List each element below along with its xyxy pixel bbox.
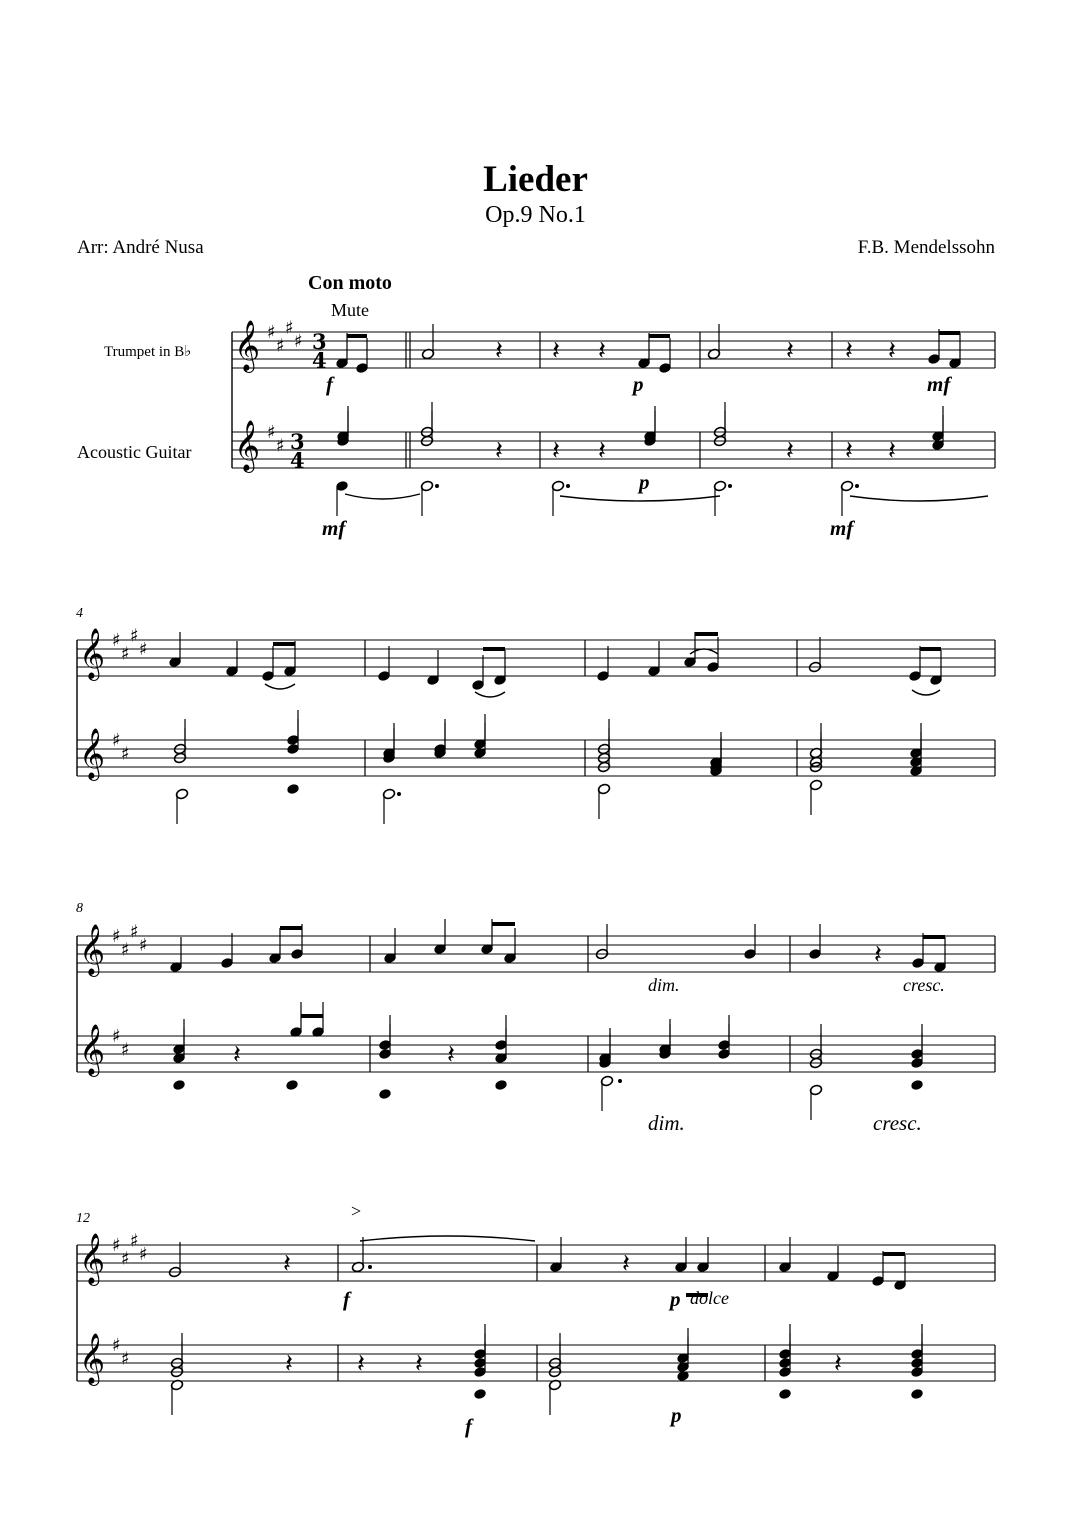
treble-clef: 𝄞 [79, 1233, 106, 1284]
augmentation-dot [397, 792, 401, 796]
quarter-rest: 𝄽 [415, 1349, 423, 1379]
augmentation-dot [618, 1079, 622, 1083]
quarter-rest: 𝄽 [845, 336, 853, 366]
dynamic-marking: mf [322, 516, 346, 540]
sharp-accidental: ♯ [112, 630, 121, 651]
slur [690, 649, 718, 654]
technique-marking: Mute [331, 300, 369, 320]
augmentation-dot [728, 484, 732, 488]
slur [475, 692, 505, 697]
measure-number: 4 [76, 606, 83, 621]
quarter-rest: 𝄽 [845, 436, 853, 466]
time-signature-bottom: 4 [290, 448, 305, 473]
measure-number: 12 [76, 1211, 90, 1226]
sharp-accidental: ♯ [121, 1248, 130, 1270]
quarter-rest: 𝄽 [447, 1040, 455, 1070]
slur [345, 494, 420, 499]
sharp-accidental: ♯ [276, 335, 285, 357]
expression-text: dolce [690, 1288, 729, 1308]
treble-clef: 𝄞 [79, 728, 106, 779]
time-signature-top: 3 [312, 329, 327, 354]
sharp-accidental: ♯ [130, 921, 139, 943]
dynamic-marking: f [326, 372, 333, 396]
sharp-accidental: ♯ [139, 1244, 148, 1265]
sharp-accidental: ♯ [294, 331, 303, 352]
dynamic-marking: f [465, 1414, 472, 1438]
dynamic-marking: p [633, 372, 644, 396]
quarter-rest: 𝄽 [786, 436, 794, 466]
dynamic-marking: mf [830, 516, 854, 540]
expression-text: dim. [648, 975, 680, 995]
sharp-accidental: ♯ [121, 643, 130, 665]
sharp-accidental: ♯ [121, 1039, 130, 1061]
dynamic-marking: p [670, 1287, 681, 1311]
augmentation-dot [435, 484, 439, 488]
quarter-rest: 𝄽 [622, 1249, 630, 1279]
sharp-accidental: ♯ [285, 317, 294, 339]
score-subtitle: Op.9 No.1 [485, 202, 586, 228]
composer-credit: F.B. Mendelssohn [857, 237, 995, 258]
augmentation-dot [368, 1265, 372, 1269]
expression-text: cresc. [873, 1111, 922, 1135]
quarter-rest: 𝄽 [874, 940, 882, 970]
dynamic-marking: p [639, 470, 650, 494]
instrument-name-trumpet: Trumpet in B♭ [104, 344, 192, 360]
measure-number: 8 [76, 901, 83, 916]
treble-clef: 𝄞 [79, 924, 106, 975]
sharp-accidental: ♯ [276, 435, 285, 457]
arranger-credit: Arr: André Nusa [77, 237, 204, 258]
sharp-accidental: ♯ [139, 935, 148, 956]
tempo-marking: Con moto [308, 272, 392, 294]
slur [560, 496, 720, 501]
quarter-rest: 𝄽 [495, 436, 503, 466]
slur [265, 684, 295, 689]
sharp-accidental: ♯ [112, 1235, 121, 1256]
quarter-rest: 𝄽 [888, 336, 896, 366]
sharp-accidental: ♯ [139, 639, 148, 660]
treble-clef: 𝄞 [79, 1024, 106, 1075]
quarter-rest: 𝄽 [552, 436, 560, 466]
dynamic-marking: mf [927, 372, 951, 396]
sharp-accidental: ♯ [112, 730, 121, 751]
note-head [378, 1088, 391, 1100]
instrument-name-guitar: Acoustic Guitar [77, 442, 192, 462]
sharp-accidental: ♯ [121, 743, 130, 765]
slur [360, 1236, 535, 1241]
sharp-accidental: ♯ [112, 1026, 121, 1047]
quarter-rest: 𝄽 [598, 336, 606, 366]
sharp-accidental: ♯ [267, 322, 276, 343]
sharp-accidental: ♯ [121, 939, 130, 961]
note-head [285, 1079, 298, 1091]
note-head [778, 1388, 791, 1400]
sharp-accidental: ♯ [130, 625, 139, 647]
score-title: Lieder [483, 159, 588, 200]
accent-mark: > [351, 1201, 362, 1221]
dynamic-marking: f [343, 1287, 350, 1311]
quarter-rest: 𝄽 [233, 1040, 241, 1070]
expression-text: dim. [648, 1111, 685, 1135]
treble-clef: 𝄞 [234, 420, 261, 471]
time-signature-bottom: 4 [312, 348, 327, 373]
quarter-rest: 𝄽 [598, 436, 606, 466]
sharp-accidental: ♯ [267, 422, 276, 443]
sharp-accidental: ♯ [130, 1230, 139, 1252]
augmentation-dot [566, 484, 570, 488]
slur [850, 496, 988, 501]
sharp-accidental: ♯ [121, 1348, 130, 1370]
augmentation-dot [855, 484, 859, 488]
sharp-accidental: ♯ [112, 1335, 121, 1356]
treble-clef: 𝄞 [234, 320, 261, 371]
quarter-rest: 𝄽 [495, 336, 503, 366]
note-head [473, 1388, 486, 1400]
quarter-rest: 𝄽 [552, 336, 560, 366]
expression-text: cresc. [903, 975, 945, 995]
note-head [910, 1388, 923, 1400]
slur [912, 690, 940, 695]
quarter-rest: 𝄽 [786, 336, 794, 366]
time-signature-top: 3 [290, 429, 305, 454]
quarter-rest: 𝄽 [834, 1349, 842, 1379]
treble-clef: 𝄞 [79, 628, 106, 679]
quarter-rest: 𝄽 [888, 436, 896, 466]
quarter-rest: 𝄽 [285, 1349, 293, 1379]
treble-clef: 𝄞 [79, 1333, 106, 1384]
quarter-rest: 𝄽 [357, 1349, 365, 1379]
note-head [910, 1079, 923, 1091]
quarter-rest: 𝄽 [283, 1249, 291, 1279]
sharp-accidental: ♯ [112, 926, 121, 947]
note-head [494, 1079, 507, 1091]
note-head [286, 783, 299, 795]
dynamic-marking: p [671, 1403, 682, 1427]
note-head [172, 1079, 185, 1091]
